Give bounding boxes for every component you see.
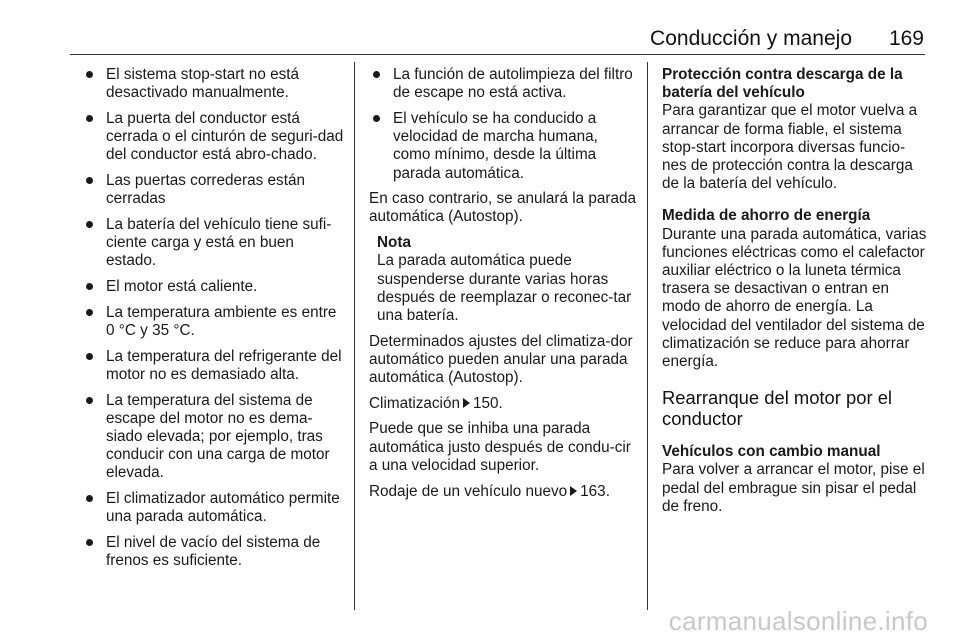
list-item: La función de autolimpieza del filtro de escape no está activa. bbox=[369, 66, 637, 102]
bullet-icon bbox=[86, 353, 93, 360]
bullet-icon bbox=[86, 495, 93, 502]
condition-list-continued bbox=[369, 66, 637, 183]
section-title: Vehículos con cambio manual bbox=[662, 443, 881, 461]
paragraph: En caso contrario, se anulará la parada automática (Autostop). bbox=[369, 190, 637, 226]
section-text: Durante una parada automática, varias funciones eléctricas como el calefactor auxiliar eléctrico o la luneta térmica trasera se desactivan o entran en modo de ahorro de energía. La velocidad del ventilador del sistema de climatización se reduce para ahorrar energía. bbox=[662, 225, 927, 371]
page-reference-arrow-icon bbox=[570, 486, 577, 496]
section-manual-transmission bbox=[662, 443, 928, 516]
cross-reference bbox=[369, 483, 637, 501]
section-title: Protección contra descarga de la batería del vehículo bbox=[662, 66, 903, 102]
list-item: La batería del vehículo tiene sufi-ciente carga y está en buen estado. bbox=[82, 216, 344, 271]
bullet-icon bbox=[86, 397, 93, 404]
paragraph: Determinados ajustes del climatiza-dor automático pueden anular una parada automática (Autostop). bbox=[369, 332, 633, 387]
list-item: La temperatura del refrigerante del motor no es demasiado alta. bbox=[82, 348, 344, 384]
note-text: La parada automática puede suspenderse durante varias horas después de reemplazar o reconec-tar una batería. bbox=[377, 252, 632, 324]
paragraph: Puede que se inhiba una parada automática justo después de condu-cir a una velocidad superior. bbox=[369, 420, 631, 474]
list-item: La temperatura ambiente es entre 0 °C y 35 °C. bbox=[82, 304, 344, 340]
section-battery-protection bbox=[662, 66, 928, 193]
section-text: Para garantizar que el motor vuelva a arrancar de forma fiable, el sistema stop-start incorpora diversas funcio-nes de protección contra la descarga de la batería del vehículo. bbox=[662, 102, 918, 193]
list-item: El nivel de vacío del sistema de frenos es suficiente. bbox=[82, 534, 344, 570]
bullet-icon bbox=[86, 539, 93, 546]
section-text: Para volver a arrancar el motor, pise el pedal del embrague sin pisar el pedal de freno. bbox=[662, 461, 925, 515]
column-2 bbox=[369, 66, 637, 508]
cross-reference bbox=[369, 395, 637, 413]
bullet-icon bbox=[86, 283, 93, 290]
column-3 bbox=[662, 66, 928, 530]
watermark: carmanualsonline.info bbox=[668, 606, 928, 636]
bullet-icon bbox=[86, 221, 93, 228]
page-header bbox=[0, 0, 960, 56]
bullet-icon bbox=[86, 71, 93, 78]
reference-page: 150. bbox=[472, 394, 503, 412]
note-box bbox=[369, 234, 637, 325]
section-title: Medida de ahorro de energía bbox=[662, 207, 871, 225]
list-item: El sistema stop-start no está desactivado manualmente. bbox=[82, 66, 344, 102]
bullet-icon bbox=[373, 115, 380, 122]
reference-text: Rodaje de un vehículo nuevo bbox=[369, 482, 568, 500]
list-item: La temperatura del sistema de escape del motor no es dema-siado elevada; por ejemplo, tras conducir con una carga de motor elevada. bbox=[82, 392, 344, 483]
reference-text: Climatización bbox=[369, 394, 460, 412]
column-divider-1 bbox=[354, 62, 355, 610]
page-reference-arrow-icon bbox=[463, 398, 470, 408]
chapter-title: Conducción y manejo bbox=[650, 27, 852, 50]
list-item: La puerta del conductor está cerrada o el cinturón de seguri-dad del conductor está abro-chado. bbox=[82, 110, 344, 165]
bullet-icon bbox=[86, 177, 93, 184]
section-heading: Rearranque del motor por el conductor bbox=[662, 387, 893, 430]
bullet-icon bbox=[373, 71, 380, 78]
header-divider bbox=[70, 54, 925, 55]
column-divider-2 bbox=[647, 62, 648, 610]
list-item: El climatizador automático permite una parada automática. bbox=[82, 490, 344, 526]
condition-list bbox=[82, 66, 344, 570]
list-item: Las puertas correderas están cerradas bbox=[82, 172, 344, 208]
list-item: El vehículo se ha conducido a velocidad de marcha humana, como mínimo, desde la última parada automática. bbox=[369, 110, 637, 183]
note-title: Nota bbox=[377, 234, 411, 252]
column-1 bbox=[82, 66, 344, 578]
reference-page: 163. bbox=[580, 482, 610, 500]
bullet-icon bbox=[86, 115, 93, 122]
section-energy-saving bbox=[662, 207, 928, 371]
list-item: El motor está caliente. bbox=[82, 278, 344, 296]
bullet-icon bbox=[86, 309, 93, 316]
page-number: 169 bbox=[888, 27, 924, 50]
